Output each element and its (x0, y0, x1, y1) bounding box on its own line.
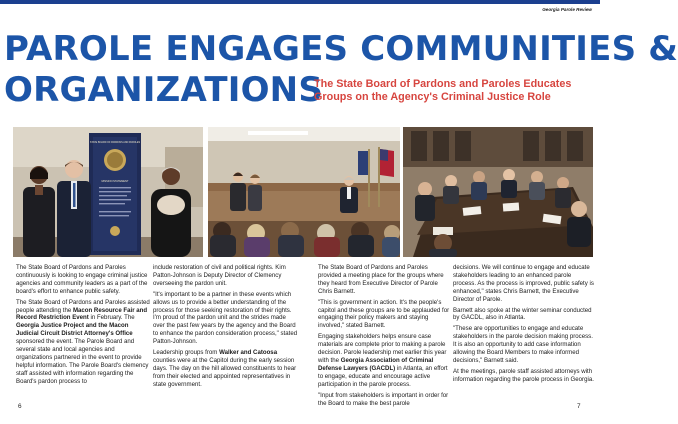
paragraph (16, 299, 152, 386)
paragraph: "These are opportunities to engage and educate stakeholders in the parole decision making process. It is also an opportunity to add case information allowing the Board Members to make informed decisions," Barnett said. (453, 325, 593, 364)
paragraph: include restoration of civil and political rights. Kim Patton-Johnson is Deputy Director of Clemency overseeing the pardon unit. (153, 264, 286, 287)
subtitle: The State Board of Pardons and Paroles Educates Groups on the Agency's Criminal Justice Role (314, 78, 572, 103)
text-run: sponsored the event. The Parole Board and several state and local agencies and organizations partnered in the event to provide helpful information. The Parole Board's clemency staff assisted with information regarding the Board's pardon process to (16, 338, 149, 385)
page-number-right: 7 (577, 403, 581, 410)
headline-line-2: ORGANIZATIONS (4, 70, 324, 110)
banner-title: STATE BOARD OF PARDONS AND PAROLES (89, 141, 141, 144)
text-run: The State Board of Pardons and Paroles assisted people attending the (16, 298, 150, 314)
paragraph: The State Board of Pardons and Paroles continuously is looking to engage criminal justice agencies and community leaders as a part of the board's effort to enhance public safety. (16, 264, 148, 295)
paragraph: The State Board of Pardons and Paroles provided a meeting place for the groups where they heard from Executive Director of Parole Chris Barnett. (318, 264, 444, 295)
paragraph: "This is government in action. It's the people's capitol and these groups are to be applauded for engaging their policy makers and staying involved," stated Barnett. (318, 298, 450, 330)
text-run: in Atlanta, an effort to engage, educate and encourage active participation in the parole process. (318, 364, 448, 388)
banner-mission: MISSION STATEMENT (101, 180, 129, 183)
top-color-bar (0, 0, 600, 4)
paragraph: At the meetings, parole staff assisted attorneys with information regarding the parole process in Georgia. (453, 367, 594, 383)
publication-name: Georgia Parole Review (542, 7, 592, 12)
paragraph (153, 349, 298, 389)
photo-gacdl-meeting (403, 127, 593, 257)
article-column-2 (153, 264, 298, 392)
bold-text: Georgia Association of Criminal Defense Lawyers (GACDL) (318, 356, 434, 372)
text-run: Leadership groups from (153, 349, 220, 357)
bold-text: Walker and Catoosa (219, 349, 278, 357)
article-column-4 (453, 264, 595, 387)
article-column-1 (16, 264, 152, 389)
paragraph: decisions. We will continue to engage and educate stakeholders leading to an enhanced parole process. As the process is improved, public safety is enhanced," states Chris Barnett, the Executive Director of Parole. (453, 264, 594, 303)
headline-line-1: PAROLE ENGAGES COMMUNITIES & (4, 29, 678, 69)
paragraph: Barnett also spoke at the winter seminar conducted by GACDL, also in Atlanta. (453, 306, 592, 322)
article-column-3 (318, 264, 450, 410)
page-number-left: 6 (18, 403, 22, 410)
paragraph: "It's important to be a partner in these events which allows us to provide a better understanding of the process for those seeking restoration of their rights. I'm proud of the pardon unit and the strides made over the past few years by the agency and the Board to enhance the pardon consideration process," stated Patton-Johnson. (153, 290, 298, 346)
bold-text: Georgia Justice Project and the Macon Judicial Circuit District Attorney's Office (16, 322, 133, 338)
text-run: counties were at the Capitol during the early session days. The day on the hill allowed constituents to hear from their elected and appointed representatives in state government. (153, 356, 297, 388)
photo-capitol-meeting (208, 127, 400, 257)
bold-text: Macon Resource Fair and Record Restriction Event (16, 306, 148, 322)
paragraph (318, 333, 450, 388)
photo-resource-fair (13, 127, 203, 257)
paragraph: "Input from stakeholders is important in order for the Board to make the best parole (318, 391, 449, 407)
text-run: Engaging stakeholders helps ensure case materials are complete prior to making a parole decision. Parole leadership met earlier this year with the (318, 333, 447, 364)
text-run: in February. The (88, 314, 135, 322)
